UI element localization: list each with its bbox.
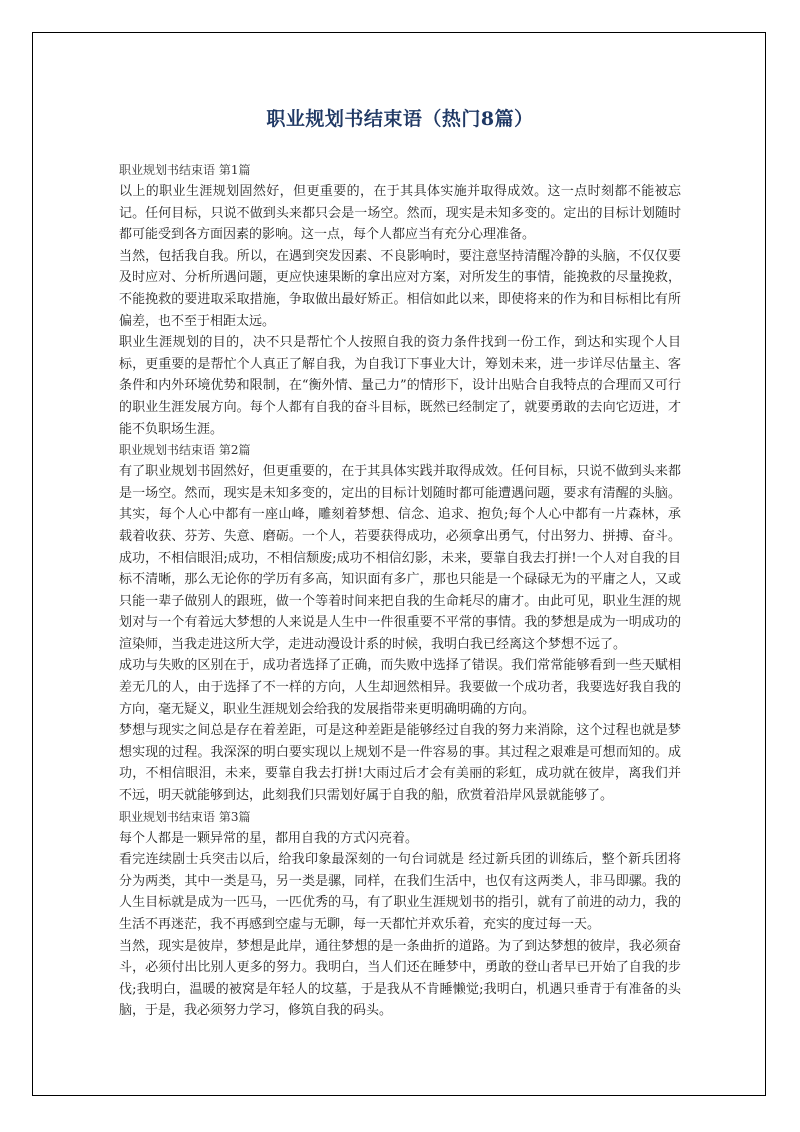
section-2 [119,440,681,807]
document-body [119,160,681,1022]
paragraph: 以上的职业生涯规划固然好，但更重要的，在于其具体实施并取得成效。这一点时刻都不能被忘记。任何目标，只说不做到头来都只会是一场空。然而，现实是未知多变的。定出的目标计划随时都可能受到各方面因素的影响。这一点，每个人都应当有充分心理准备。 [119,184,681,243]
section-heading: 职业规划书结束语 第3篇 [119,809,251,824]
section-heading: 职业规划书结束语 第1篇 [119,163,251,177]
paragraph: 看完连续剧士兵突击以后，给我印象最深刻的一句台词就是 经过新兵团的训练后，整个新兵团将分为两类，其中一类是马，另一类是骡，同样，在我们生活中，也仅有这两类人，非马即骡。我的人生目标就是成为一匹马，一匹优秀的马，有了职业生涯规划书的指引，就有了前进的动力，我的生活不再迷茫，我不再感到空虚与无聊，每一天都忙并欢乐着，充实的度过每一天。 [119,852,681,932]
section-3 [119,807,681,1022]
document-title: 职业规划书结束语（热门8篇） [266,108,534,130]
paragraph: 当然，包括我自我。所以，在遇到突发因素、不良影响时，要注意坚持清醒冷静的头脑，不仅仅要及时应对、分析所遇问题，更应快速果断的拿出应对方案，对所发生的事情，能挽救的尽量挽救，不能挽救的要进取采取措施，争取做出最好矫正。相信如此以来，即使将来的作为和目标相比有所偏差，也不至于相距太远。 [119,248,681,329]
paragraph: 当然，现实是彼岸，梦想是此岸，通往梦想的是一条曲折的道路。为了到达梦想的彼岸，我必须奋斗，必须付出比别人更多的努力。我明白，当人们还在睡梦中，勇敢的登山者早已开始了自我的步伐;我明白，温暖的被窝是年轻人的坟墓，于是我从不肯睡懒觉;我明白，机遇只垂青于有准备的头脑，于是，我必须努力学习，修筑自我的码头。 [119,938,681,1019]
paragraph: 梦想与现实之间总是存在着差距，可是这种差距是能够经过自我的努力来消除，这个过程也就是梦想实现的过程。我深深的明白要实现以上规划不是一件容易的事。其过程之艰难是可想而知的。成功，不相信眼泪，未来，要靠自我去打拼!大雨过后才会有美丽的彩虹，成功就在彼岸，离我们并不远，明天就能够到达，此刻我们只需划好属于自我的船，欣赏着沿岸风景就能够了。 [119,723,681,804]
paragraph: 有了职业规划书固然好，但更重要的，在于其具体实践并取得成效。任何目标，只说不做到头来都是一场空。然而，现实是未知多变的，定出的目标计划随时都可能遭遇问题，要求有清醒的头脑。其实，每个人心中都有一座山峰，雕刻着梦想、信念、追求、抱负;每个人心中都有一片森林，承载着收获、芬芳、失意、磨砺。一个人，若要获得成功，必须拿出勇气，付出努力、拼搏、奋斗。成功，不相信眼泪;成功，不相信颓废;成功不相信幻影，未来，要靠自我去打拼!一个人对自我的目标不清晰，那么无论你的学历有多高，知识面有多广，那也只能是一个碌碌无为的平庸之人，又或只能一辈子做别人的跟班，做一个等着时间来把自我的生命耗尽的庸才。由此可见，职业生涯的规划对与一个有着远大梦想的人来说是人生中一件很重要不平常的事情。我的梦想是成为一明成功的渲染师，当我走进这所大学，走进动漫设计系的时候，我明白我已经离这个梦想不远了。 [119,464,681,652]
section-1 [119,160,681,440]
section-heading: 职业规划书结束语 第2篇 [119,443,251,458]
paragraph: 每个人都是一颗异常的星，都用自我的方式闪亮着。 [119,830,419,846]
paragraph: 职业生涯规划的目的，决不只是帮忙个人按照自我的资力条件找到一份工作，到达和实现个人目标，更重要的是帮忙个人真正了解自我，为自我订下事业大计，筹划未来，进一步详尽估量主、客条件和内外环境优势和限制，在“衡外情、量己力”的情形下，设计出贴合自我特点的合理而又可行的职业生涯发展方向。每个人都有自我的奋斗目标，既然已经制定了，就要勇敢的去向它迈进，才能不负职场生涯。 [119,335,681,437]
paragraph: 成功与失败的区别在于，成功者选择了正确，而失败中选择了错误。我们常常能够看到一些天赋相差无几的人，由于选择了不一样的方向，人生却迥然相异。我要做一个成功者，我要选好我自我的方向，毫无疑义，职业生涯规划会给我的发展指带来更明确明确的方向。 [119,658,681,717]
